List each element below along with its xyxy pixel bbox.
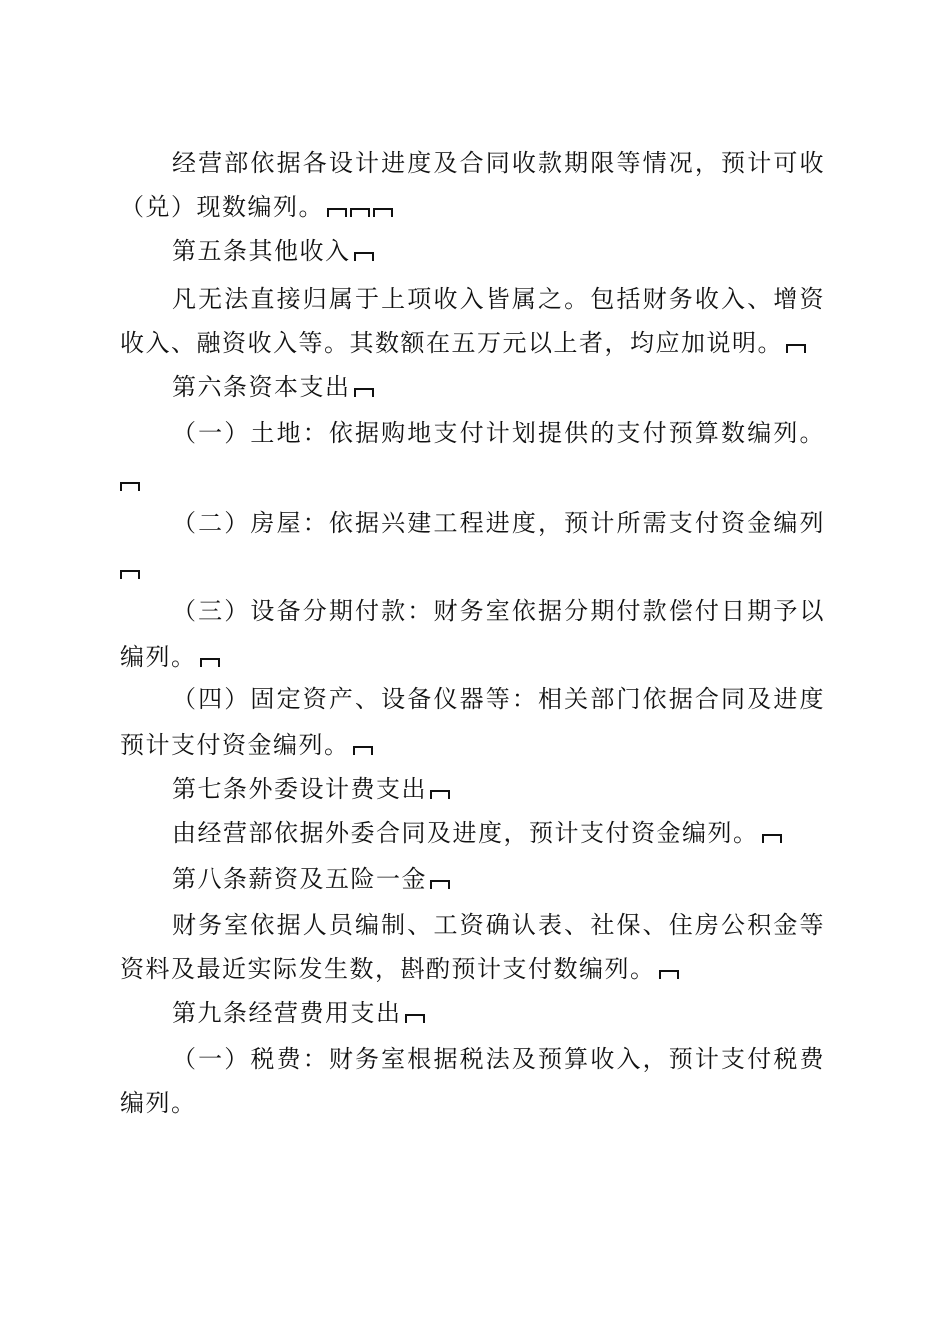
paragraph-mark-icon [350, 208, 370, 217]
paragraph-mark-icon [659, 970, 679, 979]
article-heading-5-content: 第五条其他收入 [172, 237, 351, 265]
text-line-10-content: 编列。 [120, 643, 197, 671]
text-line-17 [120, 954, 825, 984]
paragraph-mark-icon [354, 252, 374, 261]
text-line-2-content: （兑）现数编列。 [120, 193, 324, 221]
paragraph-mark-icon [354, 388, 374, 397]
article-heading-6 [172, 372, 825, 402]
article-heading-6-content: 第六条资本支出 [172, 373, 351, 401]
text-line-10 [120, 642, 825, 672]
text-line-16 [172, 910, 825, 940]
text-line-7-content: （一）土地：依据购地支付计划提供的支付预算数编列。 [172, 419, 825, 447]
text-line-12 [120, 730, 825, 760]
article-heading-9 [172, 998, 825, 1028]
text-line-4 [172, 284, 825, 314]
text-line-7 [172, 418, 825, 448]
text-line-14 [172, 818, 825, 848]
text-line-11-content: （四）固定资产、设备仪器等：相关部门依据合同及进度 [172, 685, 825, 713]
text-line-8-content: （二）房屋：依据兴建工程进度，预计所需支付资金编列 [172, 509, 825, 537]
text-line-5 [120, 328, 825, 358]
text-line-11 [172, 684, 825, 714]
paragraph-mark-icon [430, 790, 450, 799]
text-line-20 [120, 1088, 825, 1118]
text-line-9 [172, 596, 825, 626]
text-line-8 [172, 508, 825, 538]
text-line-19-content: （一）税费：财务室根据税法及预算收入，预计支付税费 [172, 1045, 825, 1073]
article-heading-7-content: 第七条外委设计费支出 [172, 775, 427, 803]
paragraph-mark-icon [200, 658, 220, 667]
text-line-5-content: 收入、融资收入等。其数额在五万元以上者，均应加说明。 [120, 329, 783, 357]
paragraph-mark-icon [120, 482, 140, 491]
text-line-4-content: 凡无法直接归属于上项收入皆属之。包括财务收入、增资 [172, 285, 825, 313]
text-line-2 [120, 192, 825, 222]
paragraph-mark-icon [405, 1014, 425, 1023]
text-line-9-content: （三）设备分期付款：财务室依据分期付款偿付日期予以 [172, 597, 825, 625]
empty-line-mark [120, 466, 825, 496]
empty-line-mark [120, 554, 825, 584]
paragraph-mark-icon [327, 208, 347, 217]
text-line-17-content: 资料及最近实际发生数，斟酌预计支付数编列。 [120, 955, 656, 983]
paragraph-mark-icon [353, 746, 373, 755]
paragraph-mark-icon [120, 570, 140, 579]
article-heading-8 [172, 864, 825, 894]
paragraph-mark-icon [786, 344, 806, 353]
text-line-14-content: 由经营部依据外委合同及进度，预计支付资金编列。 [172, 819, 759, 847]
article-heading-5 [172, 236, 825, 266]
article-heading-8-content: 第八条薪资及五险一金 [172, 865, 427, 893]
paragraph-mark-icon [373, 208, 393, 217]
text-line-1-content: 经营部依据各设计进度及合同收款期限等情况，预计可收 [172, 149, 825, 177]
article-heading-7 [172, 774, 825, 804]
text-line-19 [172, 1044, 825, 1074]
text-line-1 [172, 148, 825, 178]
paragraph-mark-icon [430, 880, 450, 889]
paragraph-mark-icon [762, 834, 782, 843]
article-heading-9-content: 第九条经营费用支出 [172, 999, 402, 1027]
text-line-12-content: 预计支付资金编列。 [120, 731, 350, 759]
text-line-20-content: 编列。 [120, 1089, 197, 1117]
text-line-16-content: 财务室依据人员编制、工资确认表、社保、住房公积金等 [172, 911, 825, 939]
